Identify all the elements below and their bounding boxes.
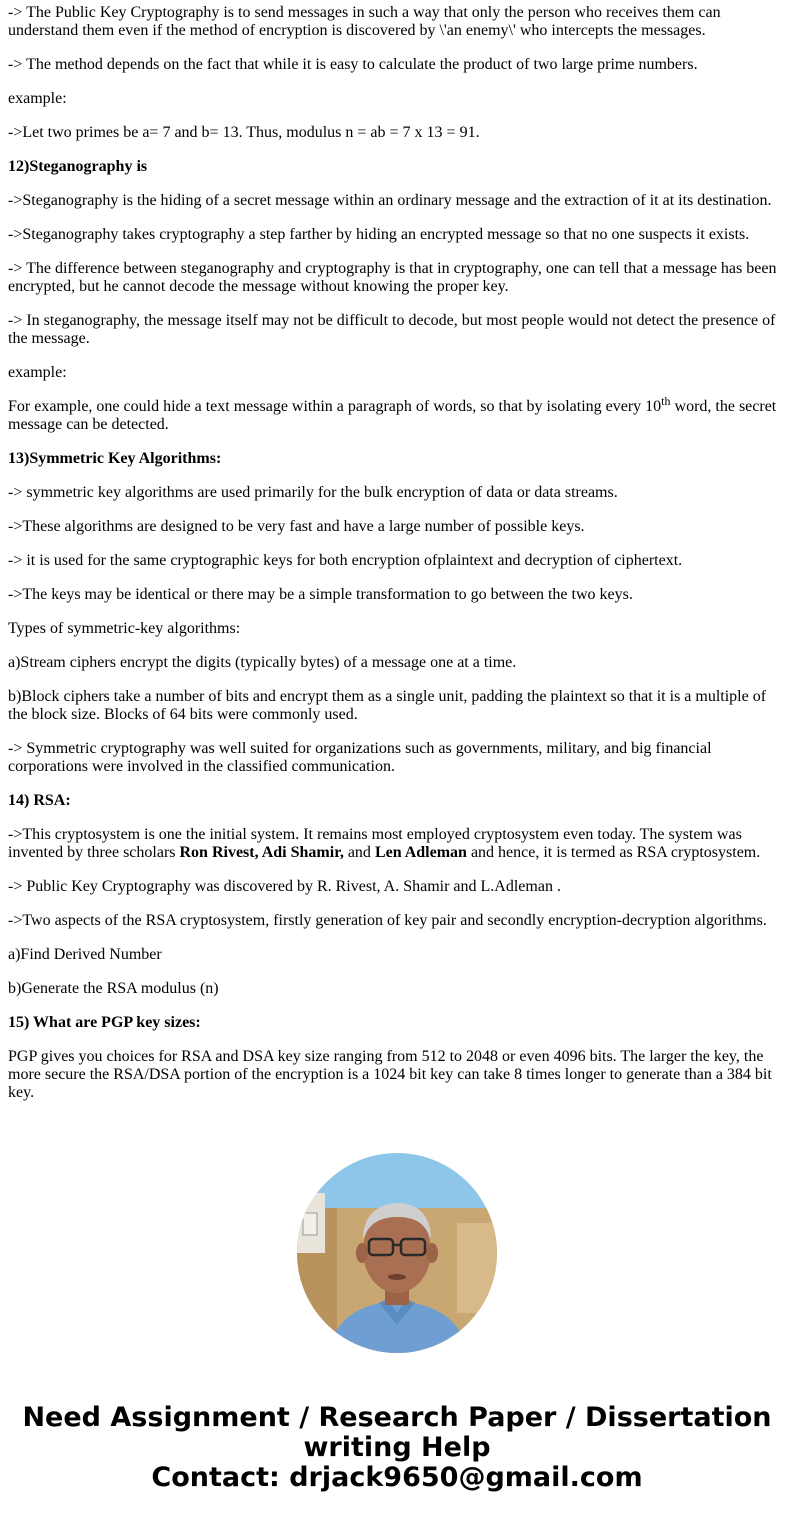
photo-left-ear [356, 1243, 368, 1263]
text-run: and [343, 844, 375, 861]
paragraph: ->Steganography is the hiding of a secret message within an ordinary message and the extraction of it at its destination. [8, 192, 772, 209]
paragraph: -> it is used for the same cryptographic keys for both encryption ofplaintext and decryption of ciphertext. [8, 552, 683, 569]
paragraph: ->These algorithms are designed to be very fast and have a large number of possible keys. [8, 518, 585, 535]
paragraph: ->Two aspects of the RSA cryptosystem, firstly generation of key pair and secondly encryption-decryption algorithms. [8, 912, 767, 929]
heading-text: 15) What are PGP key sizes: [8, 1014, 201, 1031]
photo-switchboard [303, 1213, 317, 1235]
paragraph: -> In steganography, the message itself may not be difficult to decode, but most people would not detect the presence of the message. [8, 312, 776, 347]
author-portrait-icon [297, 1153, 497, 1353]
section-heading-symmetric-key [8, 450, 786, 468]
footer-contact: Contact: drjack9650@gmail.com [151, 1462, 643, 1493]
text-run: ->This cryptosystem is one the initial system. It remains most employed cryptosystem even today. The system was invented by three scholars [8, 826, 742, 861]
paragraph: ->Let two primes be a= 7 and b= 13. Thus, modulus n = ab = 7 x 13 = 91. [8, 124, 480, 141]
paragraph: a)Find Derived Number [8, 946, 162, 963]
paragraph [8, 826, 786, 862]
paragraph: -> The method depends on the fact that while it is easy to calculate the product of two large prime numbers. [8, 56, 698, 73]
paragraph: Types of symmetric-key algorithms: [8, 620, 241, 637]
footer-line: writing Help [303, 1432, 491, 1463]
paragraph: -> The difference between steganography and cryptography is that in cryptography, one can tell that a message has been encrypted, but he cannot decode the message without knowing the proper key. [8, 260, 777, 295]
section-heading-rsa [8, 792, 786, 810]
paragraph: a)Stream ciphers encrypt the digits (typically bytes) of a message one at a time. [8, 654, 517, 671]
paragraph: b)Generate the RSA modulus (n) [8, 980, 219, 997]
promo-footer [0, 1403, 794, 1493]
bold-names: Ron Rivest, Adi Shamir, [179, 844, 344, 861]
superscript: th [661, 394, 671, 408]
heading-text: 12)Steganography is [8, 158, 148, 175]
paragraph: -> Symmetric cryptography was well suited for organizations such as governments, military, and big financial corporations were involved in the classified communication. [8, 740, 712, 775]
photo-shelf [457, 1223, 497, 1313]
paragraph: -> The Public Key Cryptography is to send messages in such a way that only the person who receives them can understand them even if the method of encryption is discovered by \'an enemy\' who intercepts the messages. [8, 4, 721, 39]
paragraph: -> symmetric key algorithms are used primarily for the bulk encryption of data or data streams. [8, 484, 618, 501]
photo-right-ear [426, 1243, 438, 1263]
heading-text: 14) RSA: [8, 792, 71, 809]
text-run: word, the secret message can be detected. [8, 398, 777, 433]
photo-mouth [388, 1274, 406, 1280]
section-heading-pgp [8, 1014, 786, 1032]
paragraph: ->The keys may be identical or there may be a simple transformation to go between the two keys. [8, 586, 633, 603]
paragraph [8, 394, 786, 434]
paragraph: b)Block ciphers take a number of bits and encrypt them as a single unit, padding the plaintext so that it is a multiple of the block size. Blocks of 64 bits were commonly used. [8, 688, 767, 723]
footer-line: Need Assignment / Research Paper / Dissertation [22, 1402, 772, 1433]
text-run: For example, one could hide a text message within a paragraph of words, so that by isolating every 10 [8, 398, 662, 415]
section-heading-steganography [8, 158, 786, 176]
bold-names: Len Adleman [374, 844, 467, 861]
paragraph: example: [8, 364, 67, 381]
heading-text: 13)Symmetric Key Algorithms: [8, 450, 222, 467]
paragraph: ->Steganography takes cryptography a step farther by hiding an encrypted message so that no one suspects it exists. [8, 226, 750, 243]
author-photo [297, 1153, 497, 1353]
paragraph: PGP gives you choices for RSA and DSA key size ranging from 512 to 2048 or even 4096 bits. The larger the key, the more secure the RSA/DSA portion of the encryption is a 1024 bit key can take 8 times longer to generate than a 384 bit key. [8, 1048, 772, 1101]
paragraph: -> Public Key Cryptography was discovered by R. Rivest, A. Shamir and L.Adleman . [8, 878, 561, 895]
text-run: and hence, it is termed as RSA cryptosystem. [466, 844, 761, 861]
paragraph: example: [8, 90, 67, 107]
